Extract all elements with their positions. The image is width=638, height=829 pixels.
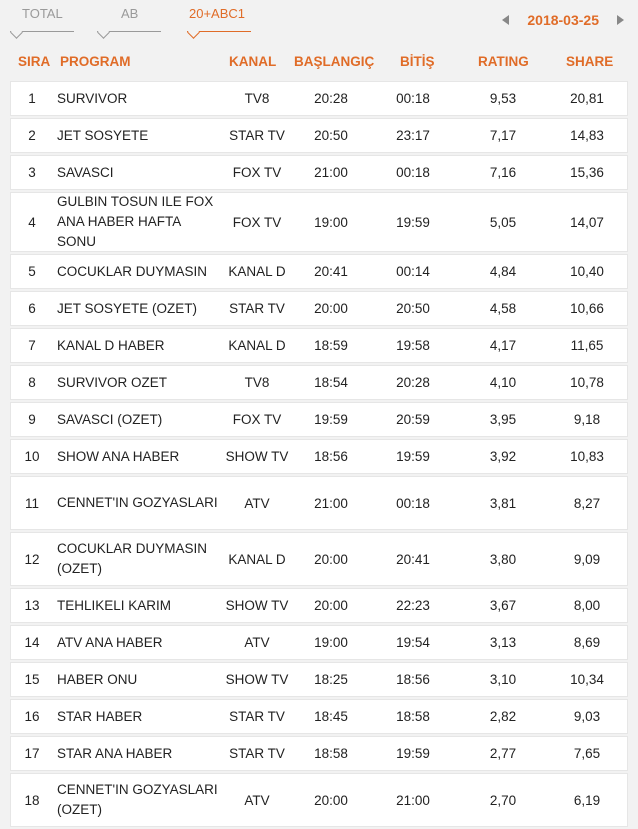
col-header-baslangic: BAŞLANGIÇ (294, 54, 375, 69)
row-rank: 13 (24, 598, 40, 613)
table-row (10, 476, 628, 530)
row-end-time: 00:18 (396, 495, 430, 511)
row-start-time: 19:00 (314, 635, 348, 650)
row-rating: 3,81 (489, 495, 517, 511)
prev-date-icon[interactable] (502, 15, 509, 25)
row-rank: 12 (24, 551, 40, 567)
row-channel: FOX TV (232, 412, 282, 427)
row-end-time: 18:56 (396, 672, 430, 687)
tab-ab-label: AB (121, 6, 139, 21)
row-rank: 5 (28, 264, 36, 279)
row-end-time: 00:14 (396, 264, 430, 279)
row-channel: FOX TV (232, 214, 282, 230)
row-rank: 4 (28, 214, 36, 230)
row-rating: 9,53 (489, 91, 517, 106)
row-start-time: 19:59 (314, 412, 348, 427)
row-end-time: 19:59 (396, 214, 430, 230)
row-end-time: 19:58 (396, 338, 430, 353)
row-rank: 2 (28, 128, 36, 143)
table-row (10, 365, 628, 400)
row-program: JET SOSYETE (OZET) (57, 300, 198, 316)
row-share: 8,69 (573, 635, 601, 650)
row-end-time: 22:23 (396, 598, 430, 613)
row-share: 9,18 (573, 412, 601, 427)
row-rating: 4,17 (489, 338, 517, 353)
table-row (10, 736, 628, 771)
table-row (10, 254, 628, 289)
row-rank: 16 (24, 709, 40, 724)
tab-notch-icon (10, 26, 23, 39)
row-start-time: 21:00 (314, 495, 348, 511)
row-channel: STAR TV (229, 709, 285, 724)
table-row (10, 588, 628, 623)
row-share: 6,19 (573, 792, 601, 808)
tab-20-abc1-label: 20+ABC1 (189, 6, 246, 21)
row-share: 10,66 (570, 301, 604, 316)
row-share: 10,40 (570, 264, 604, 279)
row-start-time: 18:59 (314, 338, 348, 353)
row-rating: 2,70 (489, 792, 517, 808)
table-row (10, 439, 628, 474)
row-share: 8,27 (573, 495, 601, 511)
row-start-time: 18:58 (314, 746, 348, 761)
row-end-time: 00:18 (396, 91, 430, 106)
row-share: 10,34 (570, 672, 604, 687)
row-end-time: 00:18 (396, 165, 430, 180)
row-channel: KANAL D (228, 264, 286, 279)
row-end-time: 21:00 (396, 792, 430, 808)
row-start-time: 20:00 (314, 792, 348, 808)
table-row (10, 81, 628, 116)
row-program: STAR HABER (57, 708, 143, 724)
row-channel: STAR TV (229, 301, 285, 316)
row-rating: 3,10 (489, 672, 517, 687)
row-rank: 10 (24, 449, 40, 464)
next-date-icon[interactable] (617, 15, 624, 25)
table-header (0, 44, 638, 80)
row-share: 10,83 (570, 449, 604, 464)
tab-notch-icon (97, 26, 110, 39)
tab-ab[interactable] (97, 6, 161, 32)
col-header-sira: SIRA (18, 54, 51, 69)
row-rating: 3,13 (489, 635, 517, 650)
row-start-time: 20:50 (314, 128, 348, 143)
row-channel: FOX TV (232, 165, 282, 180)
row-share: 20,81 (570, 91, 604, 106)
col-header-rating: RATING (478, 54, 529, 69)
row-share: 14,83 (570, 128, 604, 143)
row-rank: 15 (24, 672, 40, 687)
row-end-time: 20:28 (396, 375, 430, 390)
table-row (10, 532, 628, 586)
selected-date: 2018-03-25 (527, 12, 599, 28)
table-row (10, 328, 628, 363)
table-row (10, 662, 628, 697)
row-rating: 4,10 (489, 375, 517, 390)
col-header-bitis: BİTİŞ (400, 54, 435, 69)
row-start-time: 20:00 (314, 301, 348, 316)
row-end-time: 19:54 (396, 635, 430, 650)
row-start-time: 20:41 (314, 264, 348, 279)
row-share: 15,36 (570, 165, 604, 180)
row-channel: SHOW TV (225, 672, 289, 687)
row-rank: 17 (24, 746, 40, 761)
row-rank: 14 (24, 635, 40, 650)
row-start-time: 20:00 (314, 598, 348, 613)
row-program: SAVASCI (OZET) (57, 411, 163, 427)
top-bar (0, 0, 638, 44)
row-share: 9,09 (573, 551, 601, 567)
row-start-time: 18:45 (314, 709, 348, 724)
ratings-table (10, 81, 628, 829)
row-rating: 3,67 (489, 598, 517, 613)
row-channel: KANAL D (228, 551, 286, 567)
table-row (10, 773, 628, 827)
row-program: STAR ANA HABER (57, 745, 173, 761)
row-channel: TV8 (244, 91, 270, 106)
table-row (10, 192, 628, 252)
col-header-share: SHARE (566, 54, 614, 69)
row-program: GULBIN TOSUN ILE FOX ANA HABER HAFTA SONU (57, 194, 214, 249)
table-row (10, 699, 628, 734)
row-program: KANAL D HABER (57, 337, 165, 353)
row-end-time: 19:59 (396, 449, 430, 464)
row-rating: 2,77 (489, 746, 517, 761)
row-program: COCUKLAR DUYMASIN (57, 263, 208, 279)
tab-20-abc1[interactable] (187, 6, 251, 32)
row-program: SURVIVOR (57, 90, 128, 106)
col-header-program: PROGRAM (60, 54, 131, 69)
row-start-time: 20:28 (314, 91, 348, 106)
row-end-time: 20:59 (396, 412, 430, 427)
row-channel: STAR TV (229, 128, 285, 143)
row-rating: 3,92 (489, 449, 517, 464)
row-rank: 3 (28, 165, 36, 180)
row-rank: 9 (28, 412, 36, 427)
row-rating: 4,58 (489, 301, 517, 316)
row-program: COCUKLAR DUYMASIN (OZET) (57, 541, 208, 576)
tab-notch-icon (187, 26, 200, 39)
row-program: SURVIVOR OZET (57, 374, 168, 390)
row-start-time: 18:25 (314, 672, 348, 687)
row-program: TEHLIKELI KARIM (57, 597, 172, 613)
row-program: CENNET'IN GOZYASLARI (OZET) (57, 782, 218, 817)
row-channel: SHOW TV (225, 598, 289, 613)
row-rating: 7,16 (489, 165, 517, 180)
row-end-time: 18:58 (396, 709, 430, 724)
row-program: HABER ONU (57, 671, 138, 687)
row-rank: 6 (28, 301, 36, 316)
row-channel: ATV (244, 495, 270, 511)
row-program: CENNET'IN GOZYASLARI (57, 495, 218, 510)
row-start-time: 18:56 (314, 449, 348, 464)
col-header-kanal: KANAL (229, 54, 277, 69)
table-row (10, 402, 628, 437)
row-share: 8,00 (573, 598, 601, 613)
row-channel: ATV (244, 792, 270, 808)
table-row (10, 155, 628, 190)
table-row (10, 291, 628, 326)
table-row (10, 118, 628, 153)
row-program: ATV ANA HABER (57, 634, 163, 650)
row-channel: TV8 (244, 375, 270, 390)
row-rating: 5,05 (489, 214, 517, 230)
row-channel: STAR TV (229, 746, 285, 761)
row-rating: 4,84 (489, 264, 517, 279)
row-start-time: 20:00 (314, 551, 348, 567)
table-row (10, 625, 628, 660)
row-rank: 8 (28, 375, 36, 390)
row-share: 11,65 (570, 338, 604, 353)
row-share: 14,07 (570, 214, 604, 230)
row-rating: 2,82 (489, 709, 517, 724)
tab-total[interactable] (10, 6, 74, 32)
row-share: 7,65 (573, 746, 601, 761)
tab-total-label: TOTAL (22, 6, 63, 21)
row-rank: 18 (24, 792, 40, 808)
row-end-time: 20:50 (396, 301, 430, 316)
row-start-time: 21:00 (314, 165, 348, 180)
row-rank: 11 (24, 495, 39, 511)
row-program: JET SOSYETE (57, 127, 149, 143)
row-share: 10,78 (570, 375, 604, 390)
row-end-time: 20:41 (396, 551, 430, 567)
row-channel: SHOW TV (225, 449, 289, 464)
row-end-time: 19:59 (396, 746, 430, 761)
row-rating: 3,95 (489, 412, 517, 427)
row-rank: 7 (28, 338, 36, 353)
row-channel: KANAL D (228, 338, 286, 353)
row-program: SHOW ANA HABER (57, 448, 180, 464)
row-rank: 1 (28, 91, 36, 106)
date-navigator (502, 12, 624, 28)
row-start-time: 18:54 (314, 375, 348, 390)
row-rating: 3,80 (489, 551, 517, 567)
row-share: 9,03 (573, 709, 601, 724)
row-start-time: 19:00 (314, 214, 348, 230)
row-rating: 7,17 (489, 128, 517, 143)
row-end-time: 23:17 (396, 128, 430, 143)
row-program: SAVASCI (57, 164, 114, 180)
row-channel: ATV (244, 635, 270, 650)
